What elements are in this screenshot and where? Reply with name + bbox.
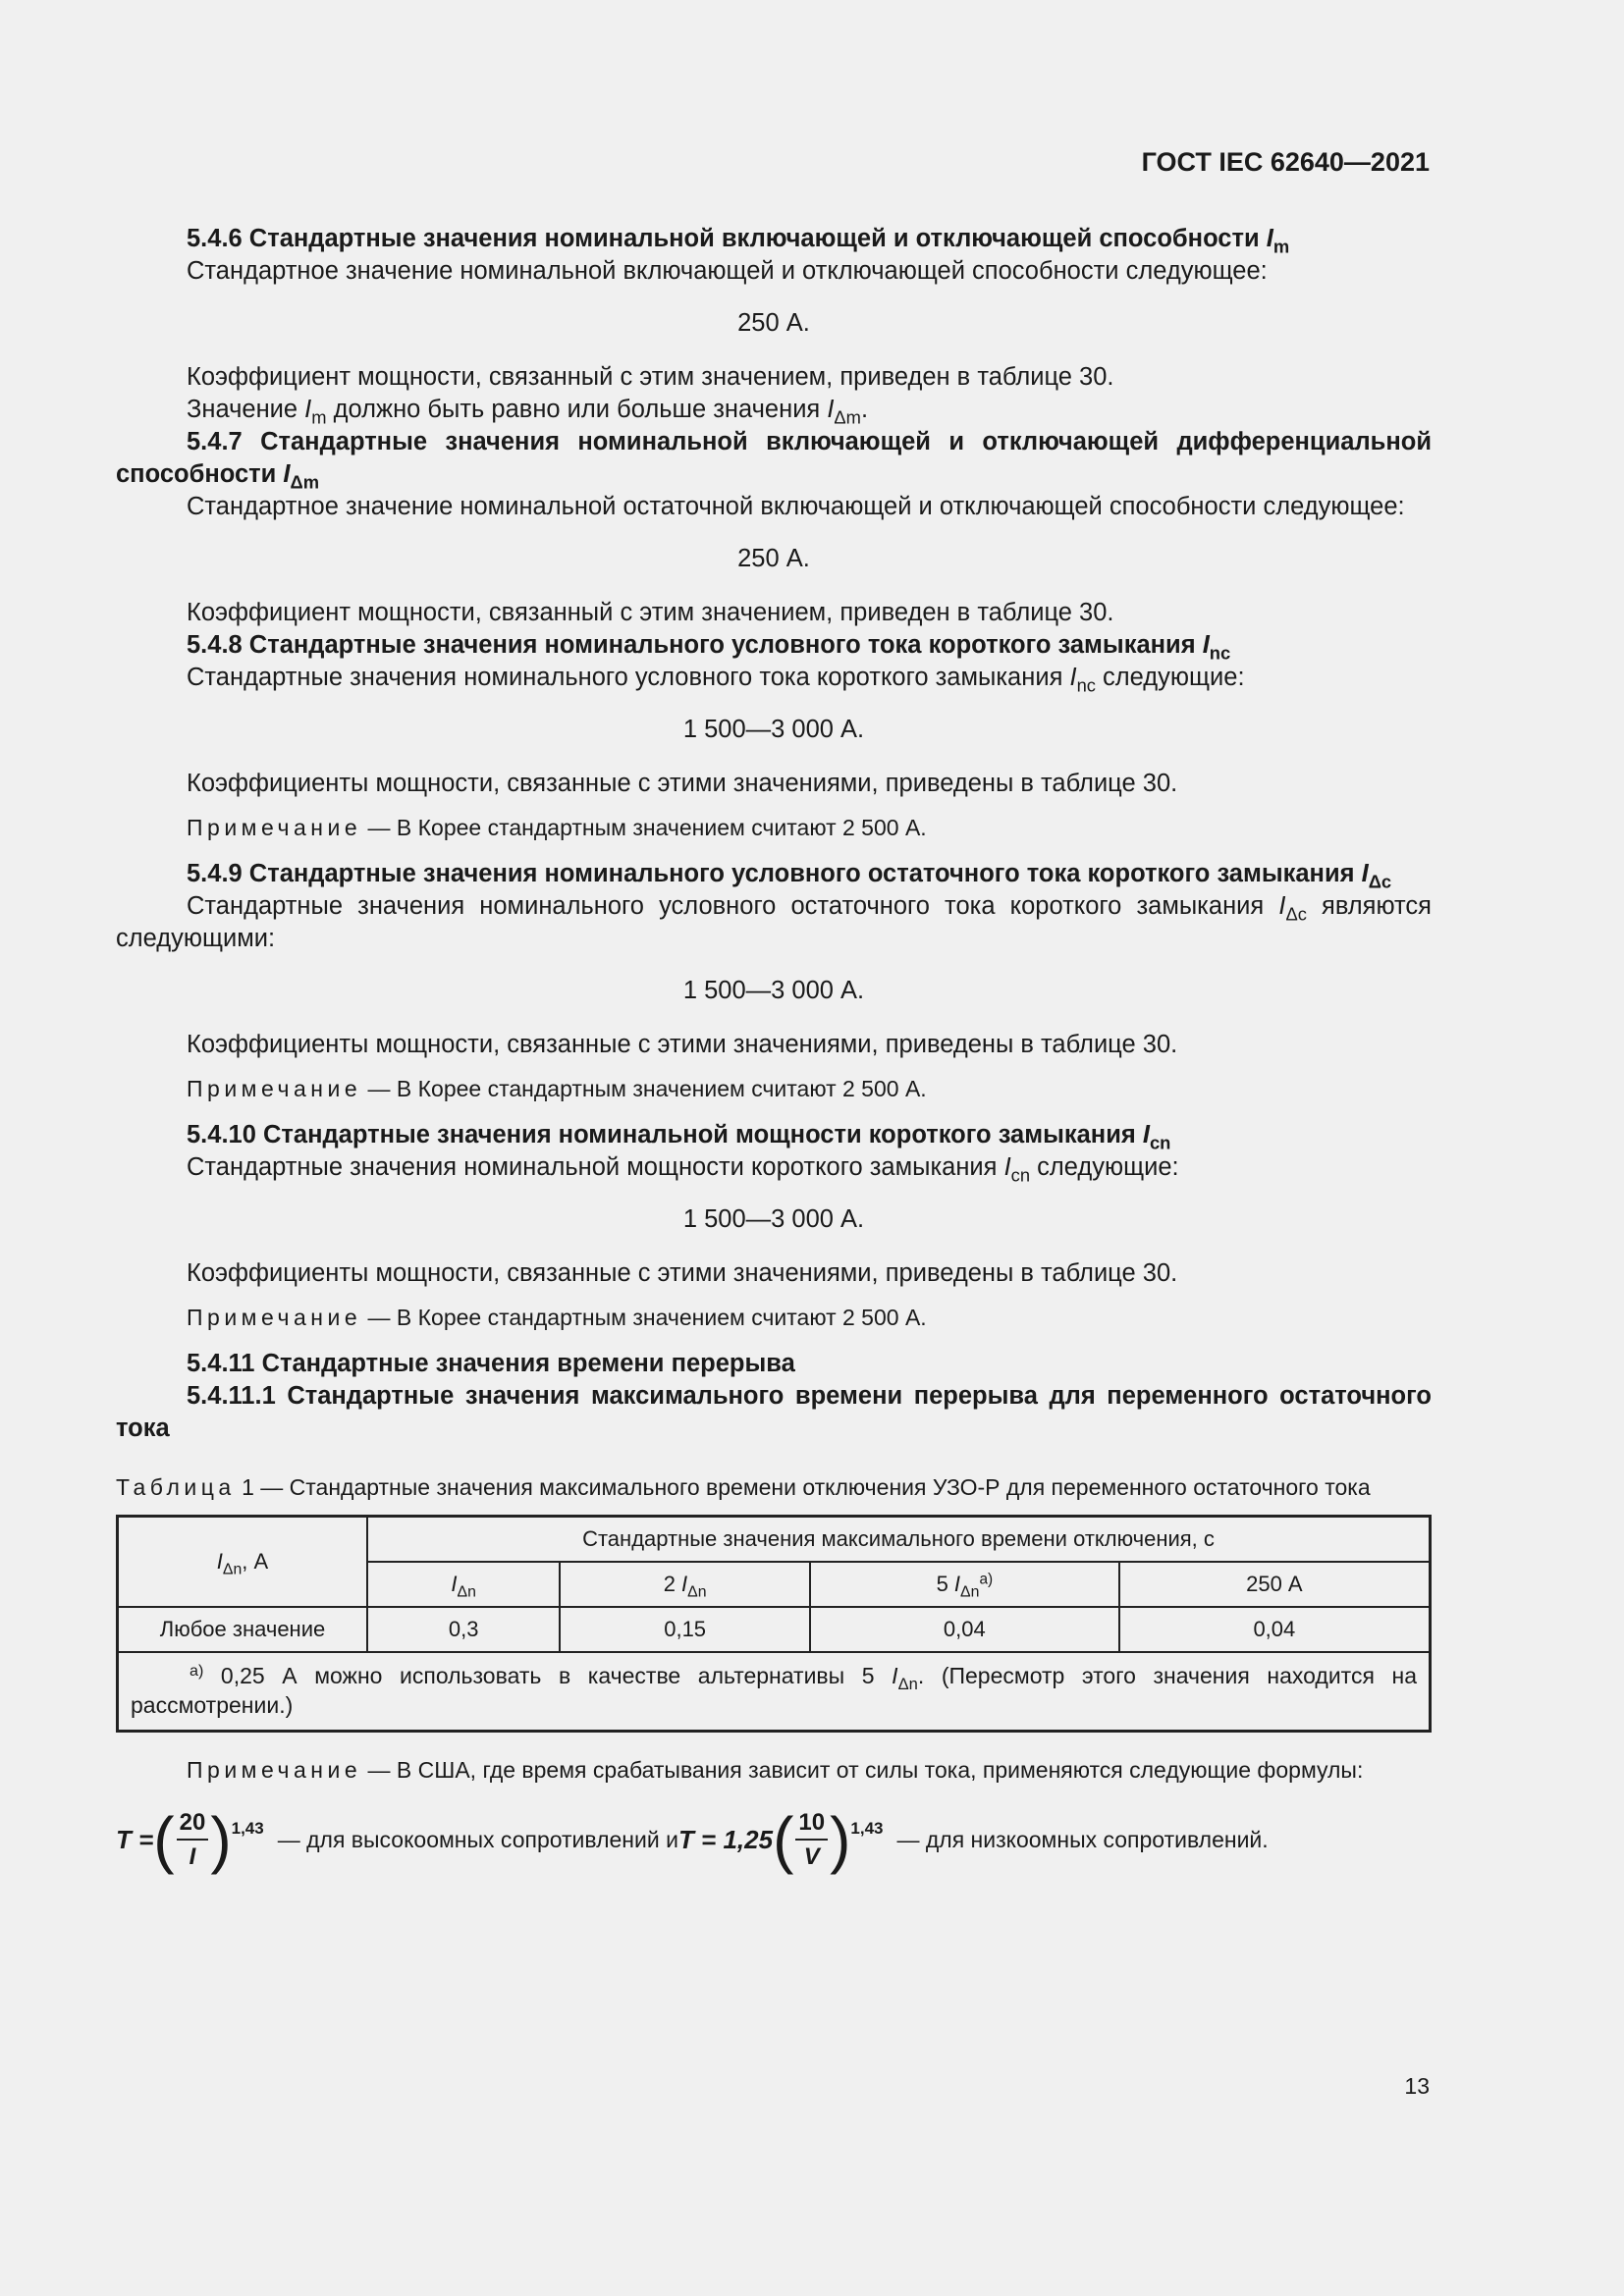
section-5-4-10-title: 5.4.10 Стандартные значения номинальной мощности короткого замыкания $I_{cn}$ — [187, 1121, 1171, 1153]
formula-1-exponent: 1,43 — [231, 1819, 264, 1838]
right-paren: ) — [830, 1804, 851, 1875]
table-cell: 0,04 — [810, 1607, 1119, 1652]
section-5-4-8-title: 5.4.8 Стандартные значения номинального условного тока короткого замыкания $I_{nc}$ — [187, 631, 1231, 664]
table-cell: 0,3 — [367, 1607, 560, 1652]
section-5-4-9-title: 5.4.9 Стандартные значения номинального условного остаточного тока короткого замыкания $I_{\Delta c}$ — [187, 860, 1392, 892]
table-header-cell: 5 $I_{\Delta n}^{a)}$ — [810, 1562, 1119, 1607]
table-cell: 0,15 — [560, 1607, 810, 1652]
table-footnote: $^{a)}$ 0,25 А можно использовать в качестве альтернативы 5 $I_{\Delta n}$. (Пересмотр этого значения находится на рассмотрении.) — [118, 1652, 1431, 1732]
table-group-header: Стандартные значения максимального времени отключения, с — [367, 1517, 1431, 1563]
note: Примечание — В Корее стандартным значением считают 2 500 А. — [187, 815, 927, 840]
paragraph: Коэффициенты мощности, связанные с этими значениями, приведены в таблице 30. — [187, 1259, 1178, 1287]
page-number: 13 — [1404, 2073, 1430, 2099]
value-line: 1 500—3 000 А. — [682, 977, 865, 1004]
note: Примечание — В Корее стандартным значением считают 2 500 А. — [187, 1305, 927, 1330]
table-header-cell: 250 А — [1119, 1562, 1431, 1607]
table-header-cell: $I_{\Delta n}$ — [367, 1562, 560, 1607]
formula-row — [116, 1806, 1432, 1873]
section-5-4-11-1-title: 5.4.11.1 Стандартные значения максимального времени перерыва для переменного остаточного тока — [116, 1382, 1432, 1442]
section-5-4-11-title: 5.4.11 Стандартные значения времени перерыва — [187, 1350, 795, 1377]
left-paren: ( — [153, 1804, 175, 1875]
formula-1-desc: — для высокоомных сопротивлений и — [277, 1826, 678, 1852]
formula-1-lhs: T = — [116, 1824, 154, 1854]
left-paren: ( — [773, 1804, 794, 1875]
final-note: Примечание — В США, где время срабатывания зависит от силы тока, применяются следующие формулы: — [187, 1757, 1364, 1783]
value-line: 1 500—3 000 А. — [682, 716, 865, 743]
section-5-4-7-title: 5.4.7 Стандартные значения номинальной включающей и отключающей дифференциальной способности $I_{\Delta m}$ — [116, 428, 1432, 493]
paragraph: Коэффициенты мощности, связанные с этими значениями, приведены в таблице 30. — [187, 1031, 1178, 1058]
section-5-4-6-title: 5.4.6 Стандартные значения номинальной включающей и отключающей способности $I_m$ — [187, 225, 1290, 257]
table-header-cell: $I_{\Delta n}$, А — [118, 1517, 368, 1608]
document-id: ГОСТ IEC 62640—2021 — [1141, 147, 1430, 177]
paragraph: Стандартное значение номинальной остаточной включающей и отключающей способности следующее: — [187, 493, 1405, 520]
paragraph: Стандартные значения номинального условного тока короткого замыкания $I_{nc}$ следующие: — [187, 664, 1245, 696]
note: Примечание — В Корее стандартным значением считают 2 500 А. — [187, 1076, 927, 1101]
value-line: 250 А. — [737, 545, 810, 572]
paragraph: Коэффициент мощности, связанный с этим значением, приведен в таблице 30. — [187, 363, 1114, 391]
paragraph: Коэффициенты мощности, связанные с этими значениями, приведены в таблице 30. — [187, 770, 1178, 797]
table-header-cell: 2 $I_{\Delta n}$ — [560, 1562, 810, 1607]
value-line: 1 500—3 000 А. — [682, 1205, 865, 1233]
paragraph: Стандартные значения номинального условного остаточного тока короткого замыкания $I_{\Delta c}$ являются следующими: — [116, 892, 1432, 952]
paragraph: Стандартные значения номинальной мощности короткого замыкания $I_{cn}$ следующие: — [187, 1153, 1179, 1186]
right-paren: ) — [210, 1804, 232, 1875]
formula-2-desc: — для низкоомных сопротивлений. — [896, 1826, 1269, 1852]
formula-1-fraction: $\frac{20}{I}$ — [177, 1806, 209, 1873]
table-cell: 0,04 — [1119, 1607, 1431, 1652]
formula-2-exponent: 1,43 — [850, 1819, 884, 1838]
breaking-time-table — [116, 1515, 1432, 1733]
table-row — [118, 1607, 1431, 1652]
value-line: 250 А. — [737, 309, 810, 337]
table-cell: Любое значение — [118, 1607, 368, 1652]
formula-2-lhs: T = 1,25 — [677, 1824, 774, 1854]
table-caption: Таблица 1 — Стандартные значения максимального времени отключения УЗО-Р для переменного остаточного тока — [116, 1474, 1371, 1500]
formula-2-fraction: $\frac{10}{V}$ — [795, 1806, 828, 1873]
paragraph: Коэффициент мощности, связанный с этим значением, приведен в таблице 30. — [187, 599, 1114, 626]
paragraph: Значение $I_m$ должно быть равно или больше значения $I_{\Delta m}$. — [187, 396, 869, 428]
main-content — [116, 223, 1432, 1873]
paragraph: Стандартное значение номинальной включающей и отключающей способности следующее: — [187, 257, 1268, 285]
